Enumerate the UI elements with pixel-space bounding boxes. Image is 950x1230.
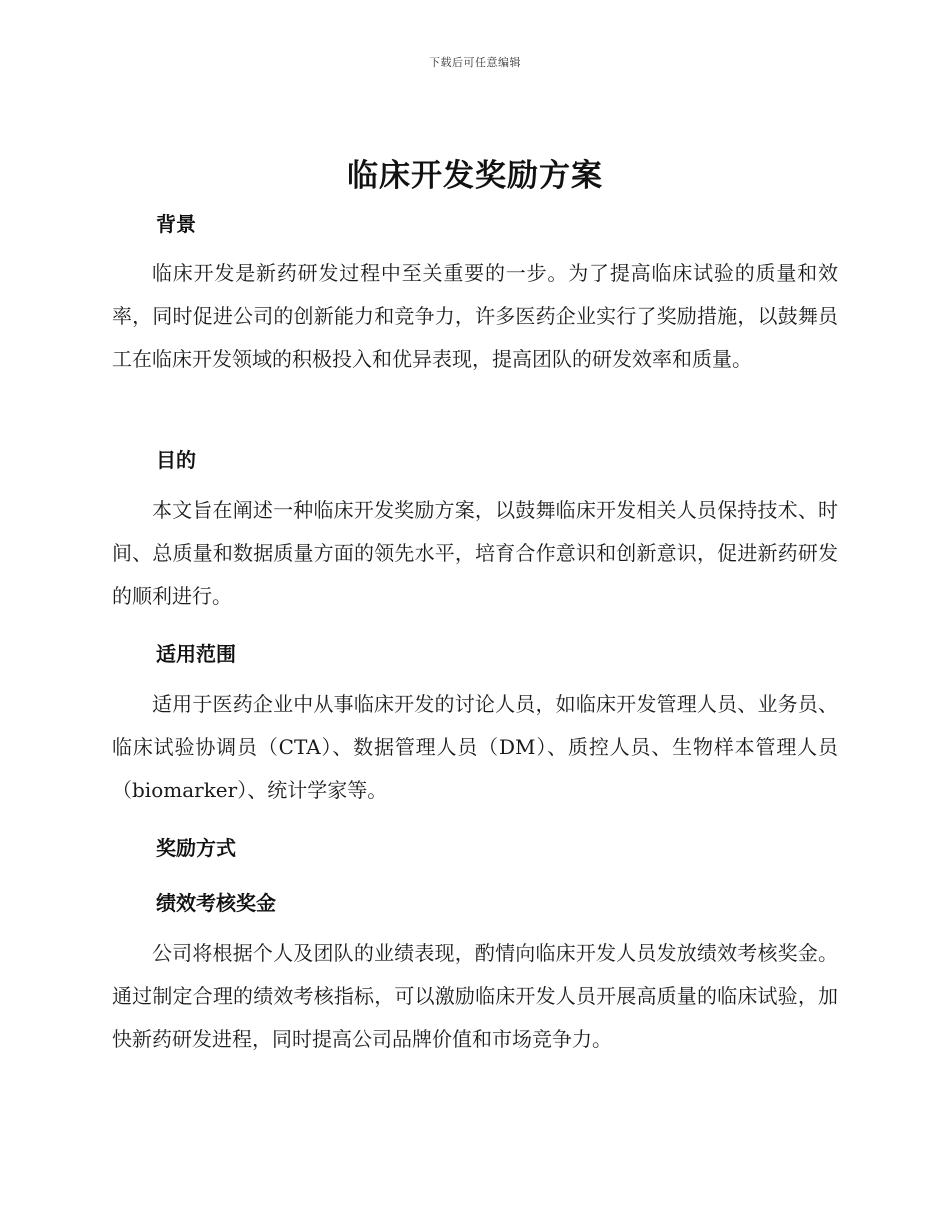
- section-body-scope: 适用于医药企业中从事临床开发的讨论人员，如临床开发管理人员、业务员、临床试验协调员（CTA）、数据管理人员（DM）、质控人员、生物样本管理人员（biomarker）、统计学家等。: [112, 692, 838, 802]
- section-heading-scope: 适用范围: [156, 642, 236, 666]
- section-heading-reward-method: 奖励方式: [156, 836, 236, 860]
- document-title: 临床开发奖励方案: [347, 158, 603, 194]
- section-body-purpose: 本文旨在阐述一种临床开发奖励方案，以鼓舞临床开发相关人员保持技术、时间、总质量和数据质量方面的领先水平，培育合作意识和创新意识，促进新药研发的顺利进行。: [112, 498, 838, 608]
- section-heading-performance-bonus: 绩效考核奖金: [156, 891, 276, 915]
- section-body-background: 临床开发是新药研发过程中至关重要的一步。为了提高临床试验的质量和效率，同时促进公司的创新能力和竞争力，许多医药企业实行了奖励措施，以鼓舞员工在临床开发领域的积极投入和优异表现，提高团队的研发效率和质量。: [112, 261, 838, 371]
- page-header-note: 下载后可任意编辑: [429, 56, 521, 69]
- section-body-performance-bonus: 公司将根据个人及团队的业绩表现，酌情向临床开发人员发放绩效考核奖金。通过制定合理的绩效考核指标，可以激励临床开发人员开展高质量的临床试验，加快新药研发进程，同时提高公司品牌价值和市场竞争力。: [112, 941, 838, 1051]
- section-heading-purpose: 目的: [156, 448, 196, 472]
- section-heading-background: 背景: [156, 212, 196, 236]
